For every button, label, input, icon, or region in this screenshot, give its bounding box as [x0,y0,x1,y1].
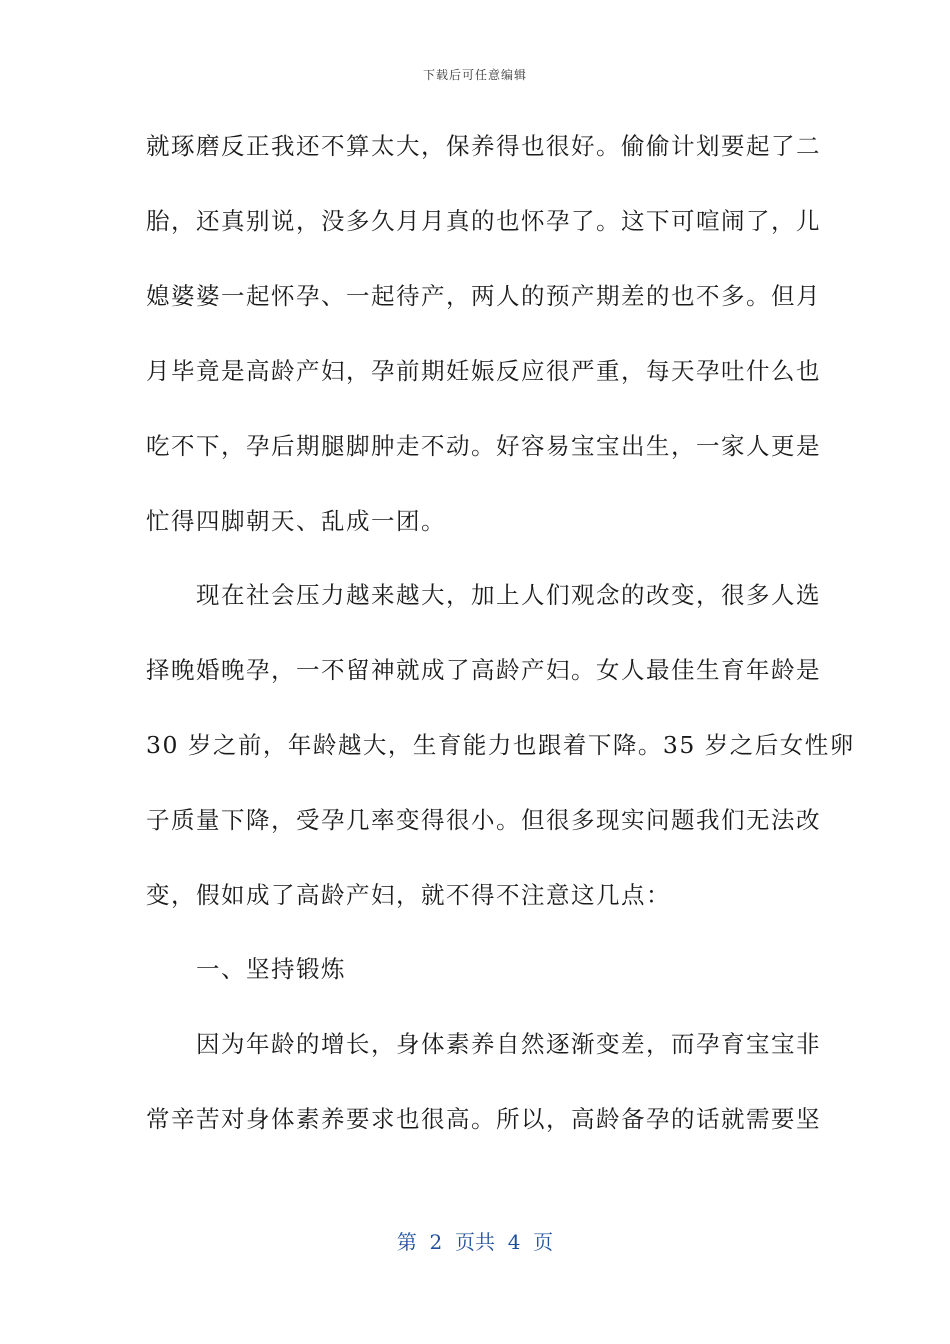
body-line-9: 30 岁之前，年龄越大，生育能力也跟着下降。35 岁之后女性卵 [146,731,855,759]
section-heading: 一、坚持锻炼 [146,955,346,983]
body-line-8: 择晚婚晚孕，一不留神就成了高龄产妇。女人最佳生育年龄是 [146,656,821,684]
body-line-5: 吃不下，孕后期腿脚肿走不动。好容易宝宝出生，一家人更是 [146,432,821,460]
body-line-6: 忙得四脚朝天、乱成一团。 [146,507,446,535]
page-number-footer: 第 2 页共 4 页 [396,1230,554,1254]
body-line-1: 就琢磨反正我还不算太大，保养得也很好。偷偷计划要起了二 [146,132,821,160]
body-line-14: 常辛苦对身体素养要求也很高。所以，高龄备孕的话就需要坚 [146,1105,821,1133]
body-line-3: 媳婆婆一起怀孕、一起待产，两人的预产期差的也不多。但月 [146,282,821,310]
body-line-7: 现在社会压力越来越大，加上人们观念的改变，很多人选 [146,581,821,609]
body-line-2: 胎，还真别说，没多久月月真的也怀孕了。这下可喧闹了，儿 [146,207,821,235]
body-line-13: 因为年龄的增长，身体素养自然逐渐变差，而孕育宝宝非 [146,1030,821,1058]
body-line-10: 子质量下降，受孕几率变得很小。但很多现实问题我们无法改 [146,806,821,834]
body-line-11: 变，假如成了高龄产妇，就不得不注意这几点： [146,881,671,909]
body-line-4: 月毕竟是高龄产妇，孕前期妊娠反应很严重，每天孕吐什么也 [146,357,821,385]
page-header-note: 下载后可任意编辑 [422,68,527,82]
